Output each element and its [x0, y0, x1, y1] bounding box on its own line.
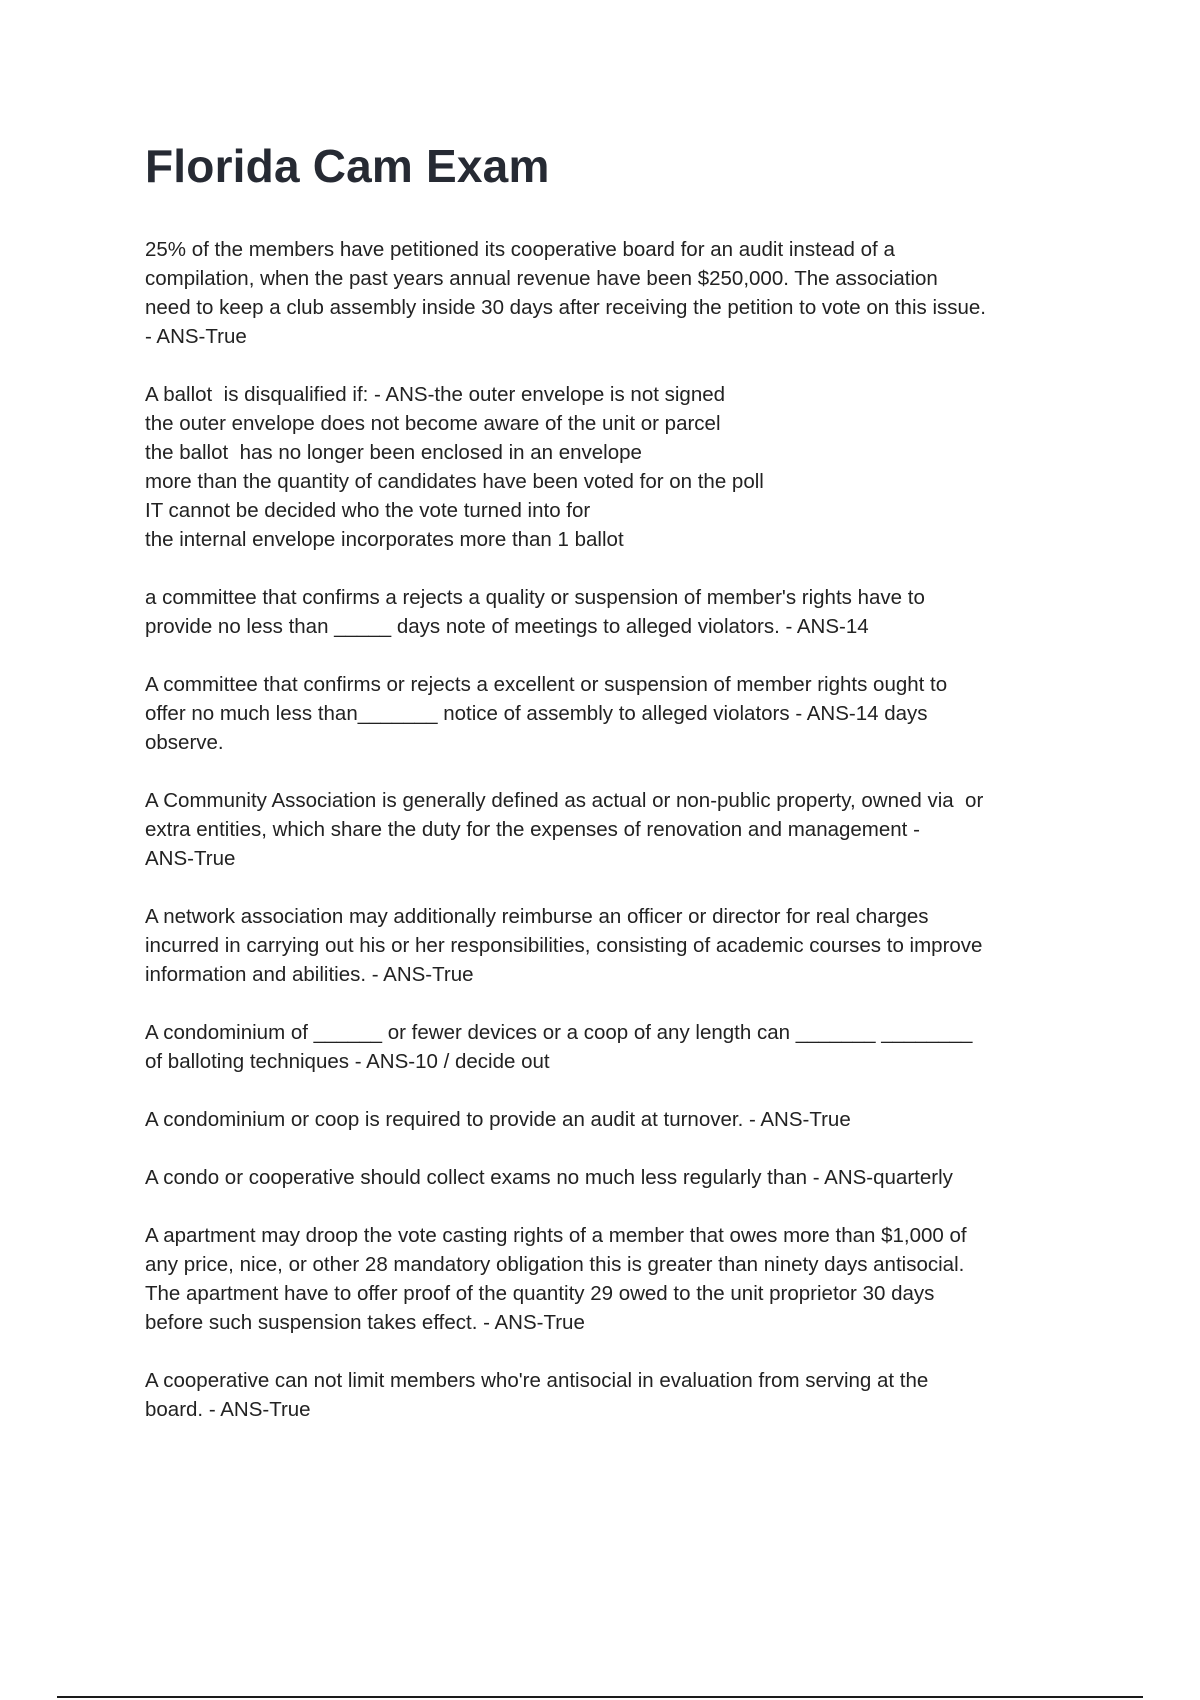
qa-line: offer no much less than_______ notice of assembly to alleged violators - ANS-14 days: [145, 701, 928, 725]
qa-line: - ANS-True: [145, 324, 247, 348]
qa-entry: [145, 1221, 1085, 1337]
qa-line: A committee that confirms or rejects a excellent or suspension of member rights ought to: [145, 672, 948, 696]
qa-entry: [145, 1018, 1085, 1076]
qa-entry: [145, 1105, 1085, 1134]
qa-line: the internal envelope incorporates more than 1 ballot: [145, 527, 624, 551]
qa-entry: [145, 670, 1085, 757]
qa-line: before such suspension takes effect. - ANS-True: [145, 1310, 585, 1334]
document-page: [145, 140, 1085, 1453]
qa-line: board. - ANS-True: [145, 1397, 311, 1421]
qa-line: IT cannot be decided who the vote turned into for: [145, 498, 591, 522]
qa-line: the outer envelope does not become aware of the unit or parcel: [145, 411, 721, 435]
qa-line: A apartment may droop the vote casting rights of a member that owes more than $1,000 of: [145, 1223, 967, 1247]
qa-line: A condominium of ______ or fewer devices or a coop of any length can _______ ________: [145, 1020, 973, 1044]
qa-line: need to keep a club assembly inside 30 days after receiving the petition to vote on this issue.: [145, 295, 987, 319]
qa-line: observe.: [145, 730, 224, 754]
qa-line: A ballot is disqualified if: - ANS-the outer envelope is not signed: [145, 382, 726, 406]
qa-line: provide no less than _____ days note of meetings to alleged violators. - ANS-14: [145, 614, 869, 638]
qa-line: more than the quantity of candidates have been voted for on the poll: [145, 469, 764, 493]
qa-line: of balloting techniques - ANS-10 / decide out: [145, 1049, 550, 1073]
qa-line: A condo or cooperative should collect exams no much less regularly than - ANS-quarterly: [145, 1165, 953, 1189]
qa-entry: [145, 1366, 1085, 1424]
qa-line: information and abilities. - ANS-True: [145, 962, 474, 986]
qa-line: any price, nice, or other 28 mandatory obligation this is greater than ninety days antisocial.: [145, 1252, 965, 1276]
qa-line: A cooperative can not limit members who're antisocial in evaluation from serving at the: [145, 1368, 929, 1392]
qa-entry: [145, 235, 1085, 351]
qa-entry: [145, 380, 1085, 554]
qa-line: A network association may additionally reimburse an officer or director for real charges: [145, 904, 929, 928]
document-title: Florida Cam Exam: [145, 140, 550, 192]
qa-line: extra entities, which share the duty for the expenses of renovation and management -: [145, 817, 920, 841]
qa-line: incurred in carrying out his or her responsibilities, consisting of academic courses to improve: [145, 933, 983, 957]
qa-entry: [145, 583, 1085, 641]
qa-line: the ballot has no longer been enclosed in an envelope: [145, 440, 642, 464]
qa-line: compilation, when the past years annual revenue have been $250,000. The association: [145, 266, 938, 290]
qa-line: a committee that confirms a rejects a quality or suspension of member's rights have to: [145, 585, 925, 609]
qa-line: ANS-True: [145, 846, 236, 870]
qa-line: The apartment have to offer proof of the quantity 29 owed to the unit proprietor 30 days: [145, 1281, 935, 1305]
footer-divider: [57, 1696, 1143, 1698]
qa-entry: [145, 1163, 1085, 1192]
qa-line: 25% of the members have petitioned its cooperative board for an audit instead of a: [145, 237, 895, 261]
qa-entry: [145, 786, 1085, 873]
qa-line: A condominium or coop is required to provide an audit at turnover. - ANS-True: [145, 1107, 851, 1131]
qa-line: A Community Association is generally defined as actual or non-public property, owned via or: [145, 788, 984, 812]
qa-entry: [145, 902, 1085, 989]
